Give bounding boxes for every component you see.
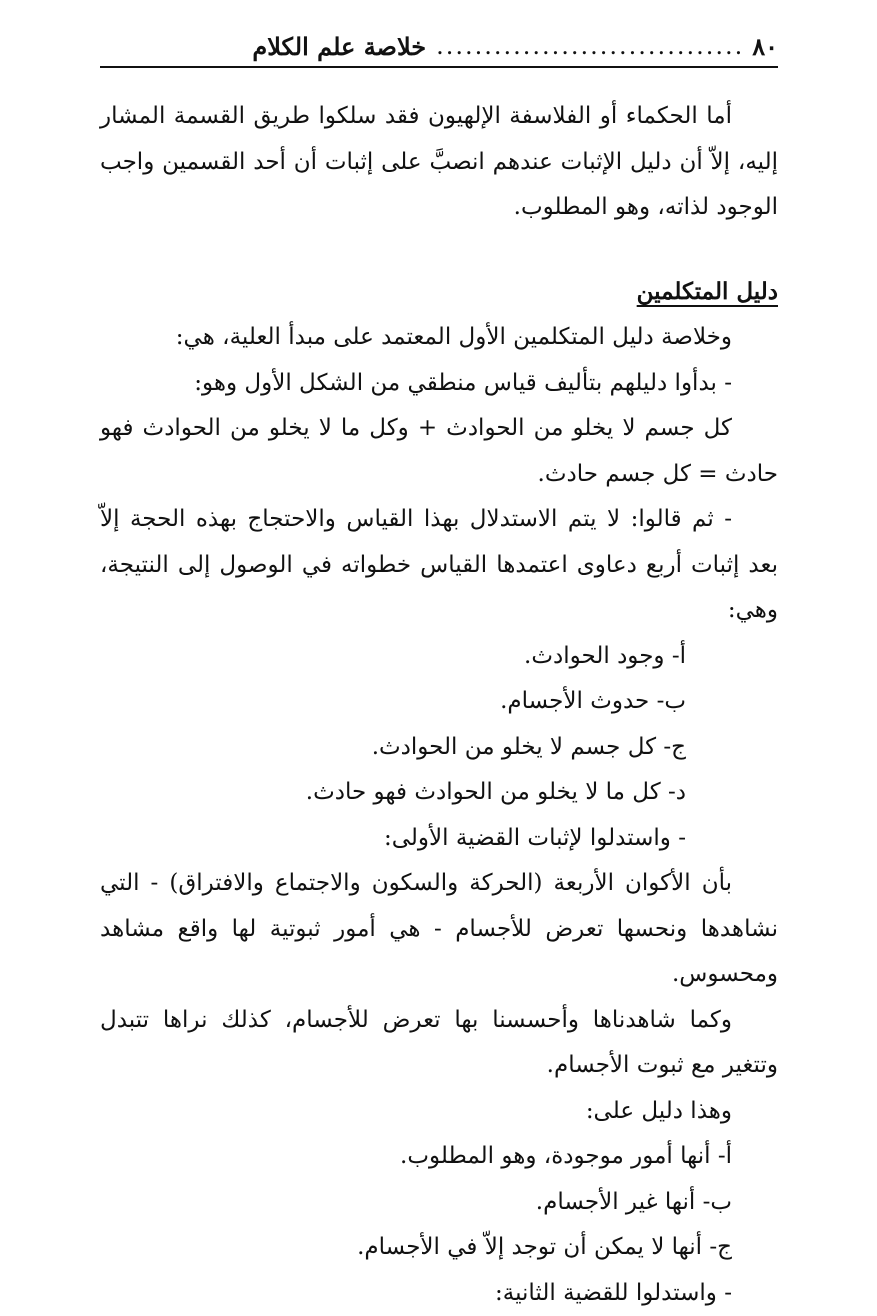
paragraph-philosophers: أما الحكماء أو الفلاسفة الإلهيون فقد سلكوا طريق القسمة المشار إليه، إلاّ أن دليل الإثبات عندهم انصبَّ على إثبات أن أحد القسمين واجب الوجود لذاته، وهو المطلوب. <box>100 94 778 231</box>
paragraph-change-states: وكما شاهدناها وأحسسنا بها تعرض للأجسام، كذلك نراها تتبدل وتتغير مع ثبوت الأجسام. <box>100 998 778 1089</box>
list-item-claim-b: ب- حدوث الأجسام. <box>100 679 778 725</box>
header-dot-leader: ................................ <box>436 32 744 60</box>
paragraph-evidence-intro: وهذا دليل على: <box>100 1089 778 1135</box>
paragraph-syllogism: كل جسم لا يخلو من الحوادث + وكل ما لا يخلو من الحوادث فهو حادث = كل جسم حادث. <box>100 406 778 497</box>
paragraph-summary-intro: وخلاصة دليل المتكلمين الأول المعتمد على مبدأ العلية، هي: <box>100 315 778 361</box>
list-item-claim-c: ج- كل جسم لا يخلو من الحوادث. <box>100 725 778 771</box>
paragraph-first-proof-intro: - واستدلوا لإثبات القضية الأولى: <box>100 816 778 862</box>
paragraph-syllogism-intro: - بدأوا دليلهم بتأليف قياس منطقي من الشكل الأول وهو: <box>100 361 778 407</box>
section-heading: دليل المتكلمين <box>637 278 778 305</box>
list-item-point-b: ب- أنها غير الأجسام. <box>100 1180 778 1226</box>
paragraph-four-claims-intro: - ثم قالوا: لا يتم الاستدلال بهذا القياس والاحتجاج بهذه الحجة إلاّ بعد إثبات أربع دعاوى اعتمدها القياس خطواته في الوصول إلى النتيجة، وهي: <box>100 497 778 634</box>
running-head <box>100 26 778 68</box>
paragraph-gap <box>100 231 778 269</box>
paragraph-second-proof-intro: - واستدلوا للقضية الثانية: <box>100 1271 778 1316</box>
page-number: ٨٠ <box>752 32 778 61</box>
paragraph-four-states: بأن الأكوان الأربعة (الحركة والسكون والاجتماع والافتراق) - التي نشاهدها ونحسها تعرض للأجسام - هي أمور ثبوتية لها واقع مشاهد ومحسوس. <box>100 861 778 998</box>
list-item-claim-d: د- كل ما لا يخلو من الحوادث فهو حادث. <box>100 770 778 816</box>
running-title: خلاصة علم الكلام <box>252 32 426 61</box>
list-item-claim-a: أ- وجود الحوادث. <box>100 634 778 680</box>
page-body <box>100 94 778 1316</box>
list-item-point-c: ج- أنها لا يمكن أن توجد إلاّ في الأجسام. <box>100 1225 778 1271</box>
list-item-point-a: أ- أنها أمور موجودة، وهو المطلوب. <box>100 1134 778 1180</box>
